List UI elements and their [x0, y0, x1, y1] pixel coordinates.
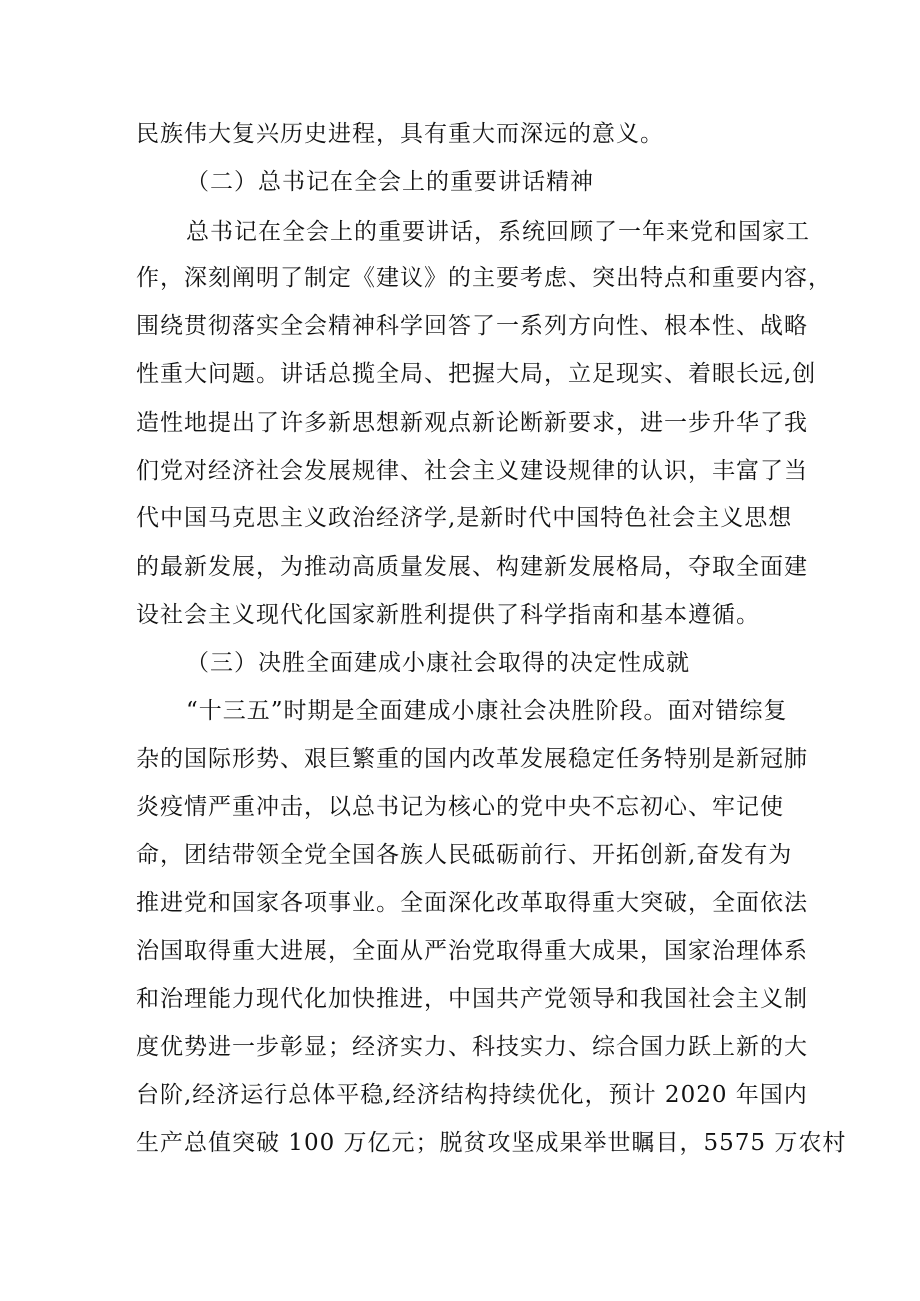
paragraph-line: 设社会主义现代化国家新胜利提供了科学指南和基本遵循。: [136, 602, 760, 628]
paragraph-line: 造性地提出了许多新思想新观点新论断新要求，进一步升华了我: [136, 410, 808, 436]
paragraph-line: 的最新发展，为推动高质量发展、构建新发展格局，夺取全面建: [136, 554, 808, 580]
section-heading: （二）总书记在全会上的重要讲话精神: [186, 169, 594, 195]
paragraph-line: 度优势进一步彰显；经济实力、科技实力、综合国力跃上新的大: [136, 1034, 808, 1060]
paragraph-line: 治国取得重大进展，全面从严治党取得重大成果，国家治理体系: [136, 938, 808, 964]
paragraph-line: 杂的国际形势、艰巨繁重的国内改革发展稳定任务特别是新冠肺: [136, 746, 808, 772]
paragraph-line: 围绕贯彻落实全会精神科学回答了一系列方向性、根本性、战略: [136, 313, 808, 339]
paragraph-line: 作，深刻阐明了制定《建议》的主要考虑、突出特点和重要内容，: [136, 265, 832, 291]
paragraph-line: 炎疫情严重冲击，以总书记为核心的党中央不忘初心、牢记使: [136, 794, 784, 820]
paragraph-line: 总书记在全会上的重要讲话，系统回顾了一年来党和国家工: [186, 219, 810, 245]
paragraph-line: 推进党和国家各项事业。全面深化改革取得重大突破，全面依法: [136, 890, 808, 916]
paragraph-line: 和治理能力现代化加快推进，中国共产党领导和我国社会主义制: [136, 986, 808, 1012]
paragraph-line: 民族伟大复兴历史进程，具有重大而深远的意义。: [136, 121, 664, 147]
paragraph-line: 台阶,经济运行总体平稳,经济结构持续优化，预计 2020 年国内: [136, 1082, 808, 1108]
paragraph-line: 们党对经济社会发展规律、社会主义建设规律的认识，丰富了当: [136, 458, 808, 484]
paragraph-line: 代中国马克思主义政治经济学,是新时代中国特色社会主义思想: [136, 505, 793, 531]
paragraph-line: 生产总值突破 100 万亿元；脱贫攻坚成果举世瞩目，5575 万农村: [136, 1130, 847, 1156]
paragraph-line: 命，团结带领全党全国各族人民砥砺前行、开拓创新,奋发有为: [136, 842, 793, 868]
section-heading: （三）决胜全面建成小康社会取得的决定性成就: [186, 650, 690, 676]
paragraph-line: 性重大问题。讲话总揽全局、把握大局，立足现实、着眼长远,创: [136, 361, 817, 387]
paragraph-line: “十三五”时期是全面建成小康社会决胜阶段。面对错综复: [186, 698, 788, 724]
